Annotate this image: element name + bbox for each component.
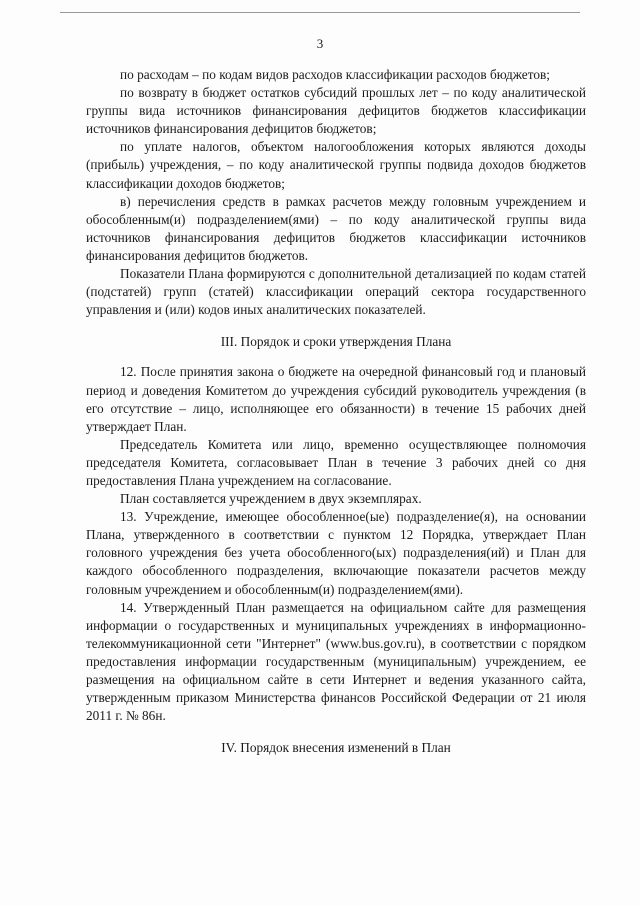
paragraph-item-13: 13. Учреждение, имеющее обособленное(ые) подразделение(я), на основании Плана, утвержденного в соответствии с пунктом 12 Порядка, утверждает План головного учреждения без учета обособленного(ых) подразделения(ий) и План для каждого обособленного подразделения, включающие показатели расчетов между головным учреждением и обособленным(и) подразделением(ями). xyxy=(86,509,586,597)
paragraph-taxes: по уплате налогов, объектом налогообложения которых являются доходы (прибыль) учреждения, – по коду аналитической группы подвида доходов бюджетов классификации доходов бюджетов; xyxy=(86,139,586,191)
document-body xyxy=(86,66,586,769)
paragraph-subsidy-return: по возврату в бюджет остатков субсидий прошлых лет – по коду аналитической группы вида источников финансирования дефицитов бюджетов классификации источников финансирования дефицитов бюджетов; xyxy=(86,85,586,137)
paragraph-copies: План составляется учреждением в двух экземплярах. xyxy=(120,491,422,507)
scan-edge-line xyxy=(60,12,580,13)
paragraph-item-14: 14. Утвержденный План размещается на официальном сайте для размещения информации о государственных и муниципальных учреждениях в информационно-телекоммуникационной сети "Интернет" (www.bus.gov.ru), в соответствии с порядком предоставления информации государственным (муниципальным) учреждением, ее размещения на официальном сайте в сети Интернет и ведения указанного сайта, утвержденным приказом Министерства финансов Российской Федерации от 21 июля 2011 г. № 86н. xyxy=(86,599,586,724)
section-heading-4: IV. Порядок внесения изменений в План xyxy=(221,740,451,756)
paragraph-item-12: 12. После принятия закона о бюджете на очередной финансовый год и плановый период и доведения Комитетом до учреждения субсидий руководитель учреждения (в его отсутствие – лицо, исполняющее его обязанности) в течение 15 рабочих дней утверждает План. xyxy=(86,364,586,434)
paragraph-approval: Председатель Комитета или лицо, временно осуществляющее полномочия председателя Комитета, согласовывает План в течение 3 рабочих дней со дня предоставления Плана учреждением на согласование. xyxy=(86,436,586,488)
page-number: 3 xyxy=(316,36,324,51)
paragraph-plan-indicators: Показатели Плана формируются с дополнительной детализацией по кодам статей (подстатей) групп (статей) классификации операций сектора государственного управления и (или) кодов иных аналитических показателей. xyxy=(86,266,586,318)
paragraph-expenses: по расходам – по кодам видов расходов классификации расходов бюджетов; xyxy=(120,67,550,82)
section-heading-3: III. Порядок и сроки утверждения Плана xyxy=(220,334,452,350)
paragraph-transfers: в) перечисления средств в рамках расчетов между головным учреждением и обособленным(и) подразделением(ями) – по коду аналитической группы вида источников финансирования дефицитов бюджетов классификации источников финансирования дефицитов бюджетов. xyxy=(86,193,586,263)
